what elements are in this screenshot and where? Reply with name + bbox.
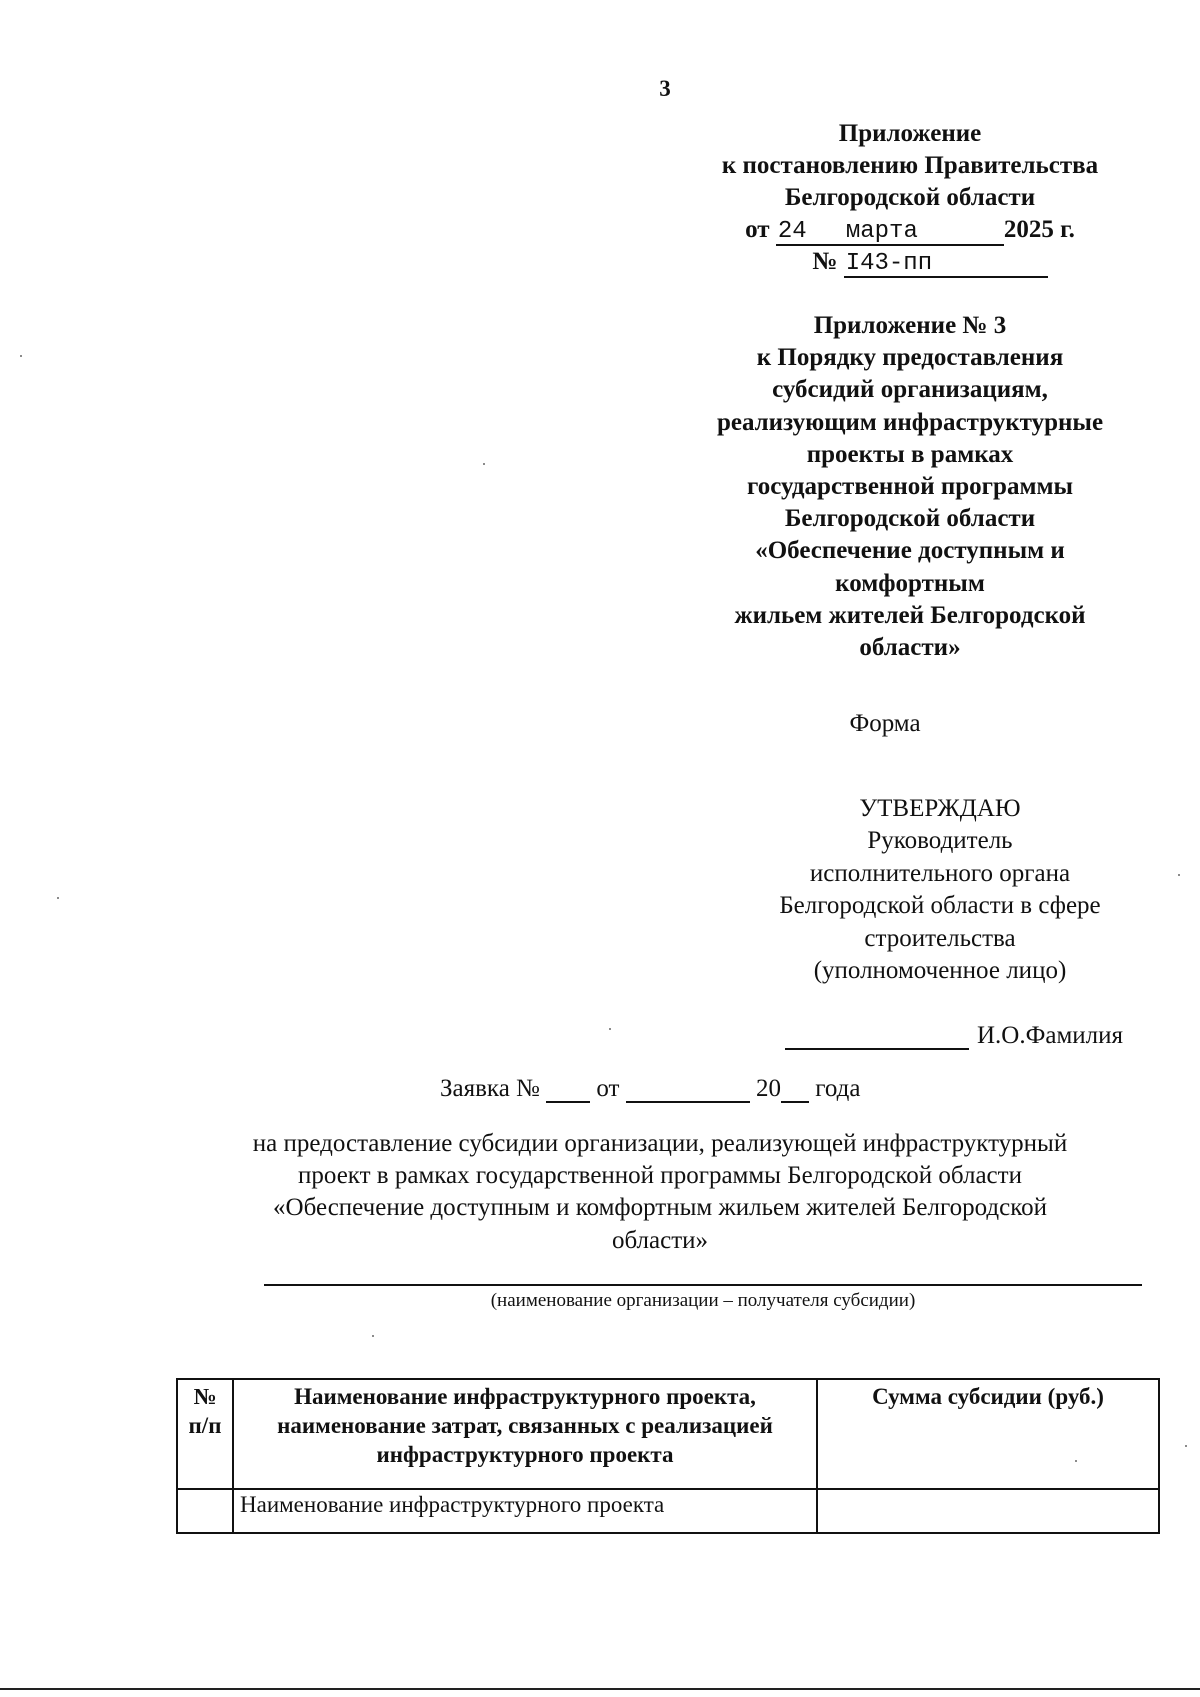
application-label: Заявка № — [440, 1075, 540, 1102]
appendix-3-line-1: Приложение № 3 — [813, 312, 1007, 339]
scan-speck — [1185, 1445, 1187, 1447]
date-prefix: от — [745, 216, 770, 243]
decree-month-field[interactable]: марта — [844, 220, 1004, 246]
approval-line-1: УТВЕРЖДАЮ — [859, 795, 1021, 822]
scan-speck — [483, 463, 485, 465]
header-num — [177, 1379, 233, 1489]
scan-speck — [57, 897, 59, 899]
appendix-header-line-1: Приложение — [838, 120, 982, 147]
application-year-suffix: года — [815, 1075, 861, 1102]
appendix-header — [660, 118, 1160, 278]
application-from: от — [596, 1075, 620, 1102]
decree-number-line — [660, 246, 1160, 278]
header-name: Наименование инфраструктурного проекта, наименование затрат, связанных с реализацией инфраструктурного проекта — [233, 1379, 817, 1489]
cell-sum[interactable] — [817, 1489, 1159, 1533]
purpose-line-1: на предоставление субсидии организации, реализующей инфраструктурный — [252, 1130, 1068, 1157]
scan-speck — [1075, 1460, 1077, 1462]
signature-line — [785, 1022, 1165, 1050]
form-label: Форма — [849, 710, 921, 737]
header-num-line-2: п/п — [188, 1413, 222, 1438]
appendix-header-line-3: Белгородской области — [784, 184, 1036, 211]
application-year-field[interactable] — [781, 1077, 809, 1103]
appendix-3-line-10: жильем жителей Белгородской — [734, 601, 1086, 629]
approval-line-6: (уполномоченное лицо) — [813, 957, 1067, 985]
purpose-line-2: проект в рамках государственной программы Белгородской области — [298, 1162, 1022, 1190]
cell-name[interactable]: Наименование инфраструктурного проекта — [233, 1489, 817, 1533]
table-header-row — [177, 1379, 1159, 1489]
purpose-text — [180, 1128, 1140, 1257]
appendix-header-line-2: к постановлению Правительства — [721, 152, 1099, 179]
approval-line-2: Руководитель — [867, 827, 1013, 855]
cell-num[interactable] — [177, 1489, 233, 1533]
appendix-3-line-11: области» — [859, 634, 961, 662]
application-year-prefix: 20 — [756, 1075, 781, 1102]
approval-block — [700, 793, 1180, 987]
appendix-3-line-4: реализующим инфраструктурные — [716, 408, 1104, 436]
header-sum: Сумма субсидии (руб.) — [817, 1379, 1159, 1489]
appendix-3-block — [680, 310, 1140, 664]
purpose-line-4: области» — [611, 1226, 709, 1254]
appendix-3-line-2: к Порядку предоставления — [756, 344, 1064, 372]
scan-edge-line — [0, 1688, 1200, 1690]
appendix-3-line-6: государственной программы — [746, 473, 1074, 501]
purpose-line-3: «Обеспечение доступным и комфортным жильем жителей Белгородской — [273, 1194, 1047, 1222]
scan-speck — [1178, 874, 1180, 876]
scan-speck — [20, 355, 22, 357]
appendix-3-line-7: Белгородской области — [784, 505, 1036, 533]
number-prefix: № — [812, 248, 838, 275]
appendix-3-line-5: проекты в рамках — [806, 440, 1014, 468]
approval-line-3: исполнительного органа — [809, 859, 1071, 887]
scan-speck — [609, 1028, 611, 1030]
decree-year: 2025 г. — [1003, 216, 1075, 243]
decree-number-field[interactable]: I43-пп — [844, 252, 1048, 278]
application-line — [440, 1075, 1000, 1103]
table-row — [177, 1489, 1159, 1533]
appendix-3-line-3: субсидий организациям, — [772, 376, 1048, 404]
organization-name-field[interactable] — [264, 1284, 1142, 1286]
header-num-line-1: № — [193, 1384, 217, 1409]
scan-speck — [372, 1335, 374, 1337]
appendix-3-line-8: «Обеспечение доступным и — [755, 537, 1065, 565]
signature-field[interactable] — [785, 1022, 969, 1050]
organization-caption: (наименование организации – получателя субсидии) — [490, 1290, 916, 1311]
subsidy-table — [176, 1378, 1160, 1534]
page-number: 3 — [659, 76, 671, 101]
decree-day-field[interactable]: 24 — [776, 220, 844, 246]
application-number-field[interactable] — [546, 1077, 590, 1103]
application-date-field[interactable] — [626, 1077, 750, 1103]
approval-line-5: строительства — [864, 924, 1016, 952]
decree-date-line — [660, 214, 1160, 246]
approval-line-4: Белгородской области в сфере — [779, 892, 1101, 920]
appendix-3-line-9: комфортным — [835, 569, 985, 597]
signature-name: И.О.Фамилия — [977, 1022, 1124, 1049]
